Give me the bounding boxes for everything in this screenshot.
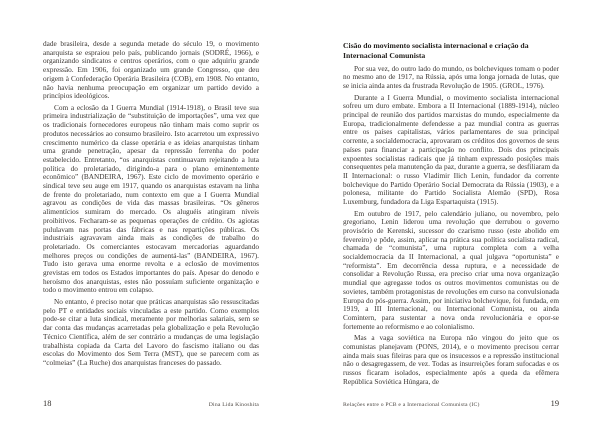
page-right-footer [343,399,559,408]
running-footer-author: Dina Lida Kinoshita [208,402,259,408]
paragraph: Mas a vaga soviética na Europa não vingou do jeito que os comunistas planejavam (PONS, 2014), e o movimento precisou cerrar ainda mais suas fileiras para que os insucessos e a repressão institucional não o desagregassem, de vez. Todas as insurreições foram sufocadas e os russos ficaram isolados, especialmente após a queda da efêmera República Soviética Húngara, de [343,333,559,386]
paragraph: Com a eclosão da I Guerra Mundial (1914-1918), o Brasil teve sua primeira industrialização de “substituição de importações”, uma vez que os tradicionais fornecedores europeus não tinham mais como suprir os produtos necessários ao consumo brasileiro. Isto acarretou um expressivo crescimento numérico da classe operária e as ideias anarquistas tinham uma grande penetração, apesar da repressão ferrenha do poder estabelecido. Entretanto, “os anarquistas continuavam rejeitando a luta política do proletariado, dirigindo-a para o plano eminentemente econômico” (BANDEIRA, 1967). Este ciclo de movimento operário e sindical teve seu auge em 1917, quando os anarquistas estavam na linha de frente do proletariado, num contexto em que a I Guerra Mundial agravou as condições de vida das massas brasileiras. “Os gêneros alimentícios sumiram do mercado. Os aluguéis atingiram níveis proibitivos. Fecharam-se as pequenas operações de crédito. Os agiotas pululavam nas portas das fábricas e nas repartições públicas. Os industriais agravavam ainda mais as condições de trabalho do proletariado. Os comerciantes estocavam mercadorias aguardando melhores preços ou condições de aumentá-las” (BANDEIRA, 1967). Tudo isto gerava uma enorme revolta e a eclosão de movimentos grevistas em todos os Estados importantes do país. Apesar do denodo e heroísmo dos anarquistas, estes não possuíam suficiente organização e todo o movimento entrou em colapso. [43,102,259,295]
page-left-text-block [43,40,259,368]
section-heading: Cisão do movimento socialista internacional e criação da Internacional Comunista [343,41,529,60]
page-number: 19 [550,399,559,408]
paragraph: Em outubro de 1917, pelo calendário juliano, ou novembro, pelo gregoriano, Lenin liderou uma revolução que derrubou o governo provisório de Kerenski, sucessor do czarismo russo (este abolido em fevereiro) e pôde, assim, aplicar na prática sua política socialista radical, chamada de “comunista”, uma ruptura completa com a velha socialdemocracia da II Internacional, a qual julgava “oportunista” e “reformista”. Em decorrência dessa ruptura, e a necessidade de consolidar a Revolução Russa, era preciso criar uma nova organização mundial que agregasse todos os outros movimentos comunistas ou de sovietes, também protagonistas de revoluções em curso na convulsionada Europa do pós-guerra. Assim, por iniciativa bolchevique, foi fundada, em 1919, a III Internacional, ou Internacional Comunista, ou ainda Comintern, para sustentar a nova onda revolucionária e opor-se fortemente ao reformismo e ao colonialismo. [343,208,559,331]
page-left-footer [43,399,259,408]
page-left [43,0,259,439]
page-number: 18 [43,399,52,408]
paragraph: Por sua vez, do outro lado do mundo, os bolcheviques tomam o poder no mesmo ano de 1917, na Rússia, após uma longa jornada de lutas, que se inicia ainda antes da frustrada Revolução de 1905. (GROL, 1976). [343,63,559,91]
paragraph: dade brasileira, desde a segunda metade do século 19, o movimento anarquista se espraiou pelo país, publicando jornais (SODRÉ, 1966), e organizando sindicatos e centros operários, com o que adquiriu grande expressão. Em 1906, foi organizado um grande Congresso, que deu origem à Confederação Operária Brasileira (COB), em 1908. No entanto, não havia nenhuma preocupação em organizar um partido devido a princípios ideológicos. [43,39,259,101]
page-right-text-block [343,41,559,386]
running-footer-chapter-title: Relações entre o PCB e a Internacional Comunista (IC) [343,402,480,408]
paragraph: No entanto, é preciso notar que práticas anarquistas são ressuscitadas pelo PT e entidades sociais vinculadas a este partido. Como exemplos pode-se citar a luta sindical, meramente por melhorias salariais, sem se dar conta das mudanças acarretadas pela globalização e pela Revolução Técnico Científica, além de ser contrário a mudanças de uma legislação trabalhista copiada da Carta del Lavoro do fascismo italiano ou das escolas do Movimento dos Sem Terra (MST), que se parecem com as “colmeias” (La Ruche) dos anarquistas franceses do passado. [43,296,259,367]
page-right [343,0,559,439]
paragraph: Durante a I Guerra Mundial, o movimento socialista internacional sofreu um duro embate. Embora a II Internacional (1889-1914), núcleo principal de reunião dos partidos marxistas do mundo, especialmente da Europa, tradicionalmente defendesse a paz mundial contra as guerras entre os países capitalistas, vários parlamentares de sua principal corrente, a socialdemocracia, aprovaram os créditos dos governos de seus países para financiar a participação no conflito. Dois dos principais expoentes socialistas radicais que já tinham expressado posições mais consequentes pela manutenção da paz, durante a guerra, se desfiliaram da II Internacional: o russo Vladimir Ilich Lenin, fundador da corrente bolchevique do Partido Operário Social Democrata da Rússia (1903), e a polonesa, militante do Partido Socialista Alemão (SPD), Rosa Luxemburg, fundadora da Liga Espartaquista (1915). [343,92,559,207]
